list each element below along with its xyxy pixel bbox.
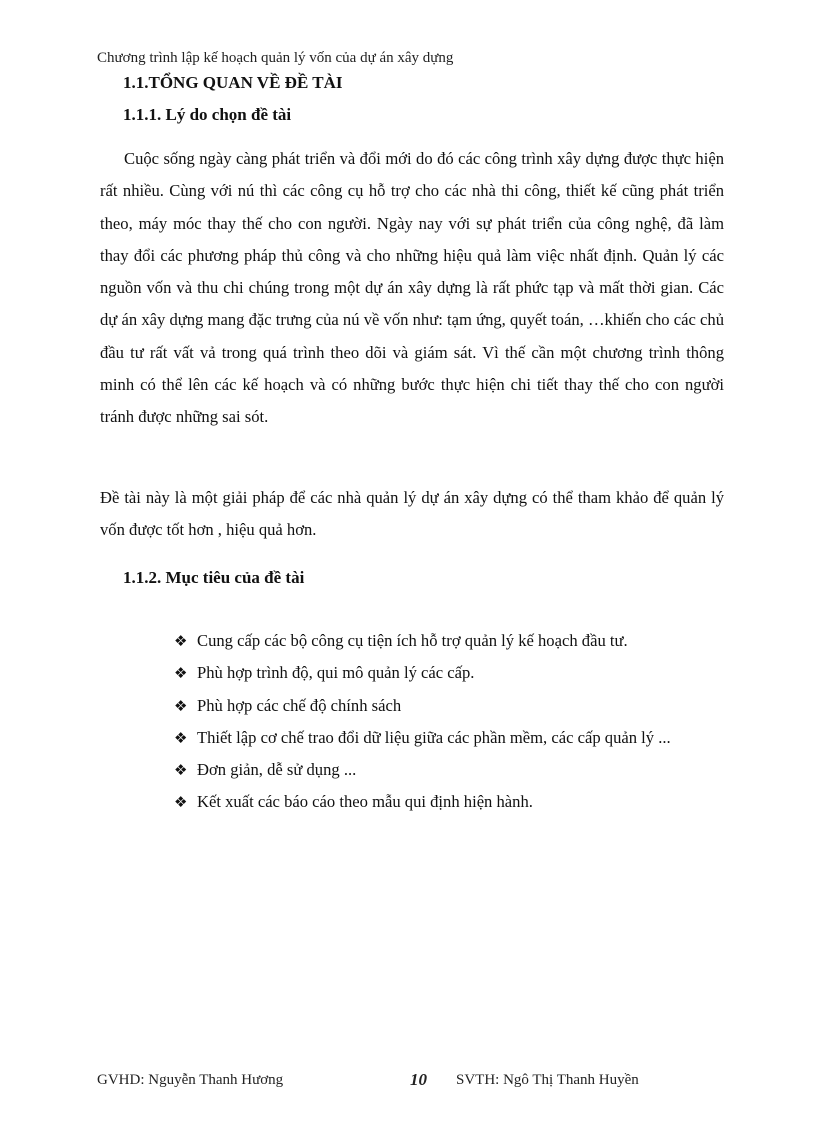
list-item-text: Thiết lập cơ chế trao đổi dữ liệu giữa các phần mềm, các cấp quản lý ...: [197, 727, 671, 747]
list-item: [174, 625, 726, 657]
page-number: 10: [410, 1070, 427, 1089]
list-item: [174, 754, 726, 786]
list-item: [174, 786, 726, 818]
diamond-bullet-icon: ❖: [174, 696, 188, 715]
list-item: [174, 722, 726, 754]
footer-advisor: GVHD: Nguyễn Thanh Hương: [97, 1072, 284, 1088]
diamond-bullet-icon: ❖: [174, 793, 188, 812]
footer-student: SVTH: Ngô Thị Thanh Huyền: [456, 1072, 639, 1088]
list-item-text: Phù hợp các chế độ chính sách: [197, 695, 402, 715]
body-paragraph: Cuộc sống ngày càng phát triển và đổi mới do đó các công trình xây dựng được thực hiện rất nhiều. Cùng với nú thì các công cụ hỗ trợ cho các nhà thi công, thiết kế cũng phát triển theo, máy móc thay thế cho con người. Ngày nay với sự phát triển của công nghệ, đã làm thay đổi các phương pháp thủ công và cho những hiệu quả làm việc nhất định. Quản lý các nguồn vốn và thu chi chúng trong một dự án xây dựng là rất phức tạp và mất thời gian. Các dự án xây dựng mang đặc trưng của nú về vốn như: tạm ứng, quyết toán, …khiến cho các chủ đầu tư rất vất vả trong quá trình theo dõi và giám sát. Vì thế cần một chương trình thông minh có thể lên các kế hoạch và có những bước thực hiện chi tiết thay thế cho con người tránh được những sai sót.: [100, 149, 724, 427]
list-item: [174, 657, 726, 689]
subsection-title-objectives: 1.1.2. Mục tiêu của đề tài: [123, 568, 305, 587]
list-item-text: Kết xuất các báo cáo theo mẫu qui định hiện hành.: [197, 792, 533, 812]
diamond-bullet-icon: ❖: [174, 761, 188, 780]
running-header: Chương trình lập kế hoạch quản lý vốn của dự án xây dựng: [97, 50, 454, 66]
diamond-bullet-icon: ❖: [174, 632, 188, 650]
subsection-title-reason: 1.1.1. Lý do chọn đề tài: [123, 105, 292, 124]
section-title: 1.1.TỔNG QUAN VỀ ĐỀ TÀI: [123, 73, 343, 92]
list-item-text: Cung cấp các bộ công cụ tiện ích hỗ trợ quản lý kế hoạch đầu tư.: [197, 631, 628, 650]
list-item-text: Phù hợp trình độ, qui mô quản lý các cấp.: [197, 663, 475, 683]
list-item: [174, 690, 726, 722]
list-item-text: Đơn giản, dễ sử dụng ...: [197, 760, 357, 780]
diamond-bullet-icon: ❖: [174, 728, 188, 747]
diamond-bullet-icon: ❖: [174, 664, 188, 683]
body-paragraph: Đề tài này là một giải pháp để các nhà quản lý dự án xây dựng có thể tham khảo để quản lý vốn được tốt hơn , hiệu quả hơn.: [100, 488, 724, 540]
objectives-list: [174, 625, 726, 819]
